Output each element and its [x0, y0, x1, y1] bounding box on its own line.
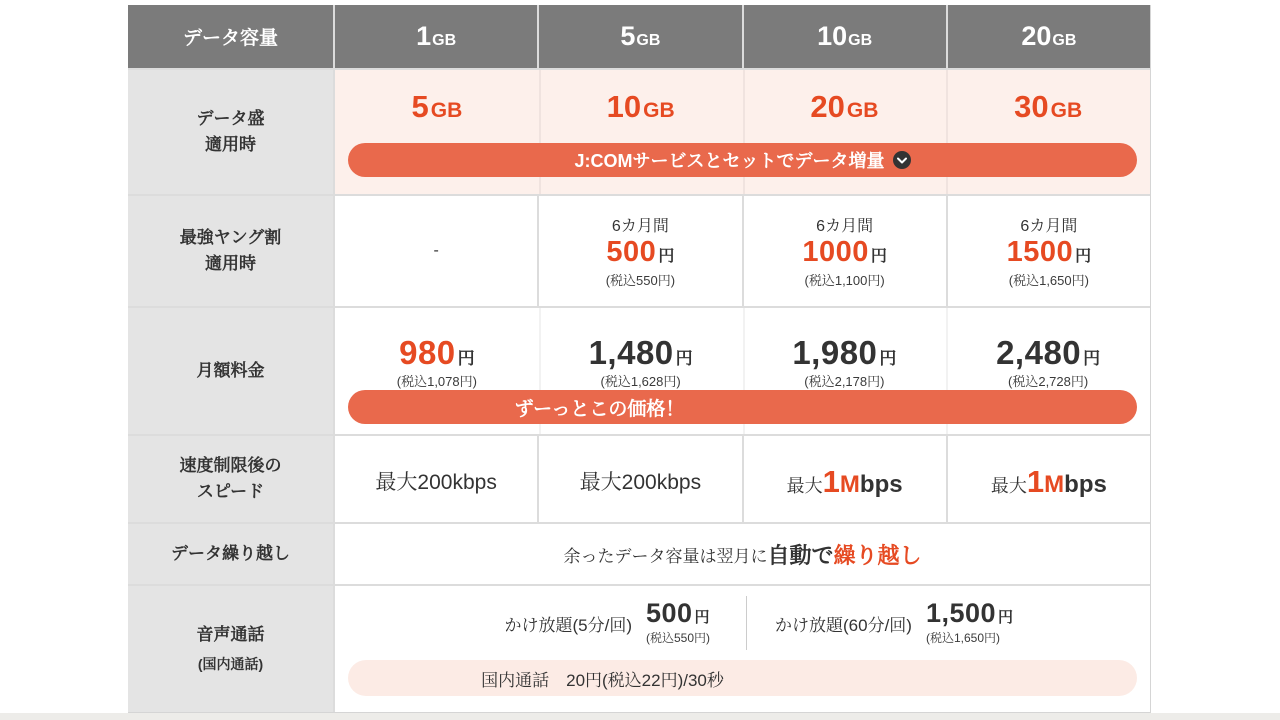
header-plan-10gb: [744, 5, 946, 68]
plan-size: 5: [620, 21, 636, 51]
label-line: スピード: [196, 482, 265, 501]
row-label-carryover: [128, 524, 333, 584]
boosted-unit: GB: [430, 98, 463, 122]
carryover-text-bold: 自動で: [767, 542, 834, 568]
call-price: 1,500: [925, 598, 997, 628]
speed-value: 最大200kbps: [579, 471, 702, 494]
row-label-data-boost: [128, 70, 333, 194]
yen-unit: 円: [1075, 248, 1092, 266]
speed-20gb: [948, 436, 1150, 522]
speed-1gb: [335, 436, 537, 522]
plan-unit: GB: [432, 32, 457, 49]
header-label: データ容量: [182, 28, 278, 49]
boosted-value: 5: [411, 88, 429, 124]
header-plan-20gb: [948, 5, 1150, 68]
discount-price: 1000: [802, 236, 869, 269]
call-option-name: かけ放題(60分/回): [775, 615, 912, 635]
boosted-capacity-1gb: [335, 70, 539, 143]
yen-unit: 円: [658, 248, 675, 266]
label-line: 最強ヤング割: [179, 227, 282, 247]
data-boost-cells: [335, 70, 1150, 194]
fee-price: 1,980: [792, 334, 878, 371]
data-boost-banner[interactable]: [348, 143, 1137, 177]
row-label-voice-call: [128, 586, 333, 712]
yen-unit: 円: [694, 609, 710, 626]
yen-unit: 円: [457, 349, 475, 368]
chevron-down-circle-icon[interactable]: [893, 151, 911, 169]
label-line: データ繰り越し: [171, 543, 290, 563]
boosted-capacity-20gb: [946, 70, 1150, 143]
discount-period: 6カ月間: [611, 218, 669, 236]
boosted-capacity-10gb: [743, 70, 947, 143]
young-discount-20gb: [948, 196, 1150, 306]
pricing-table: [128, 5, 1151, 713]
discount-period: 6カ月間: [1020, 218, 1078, 236]
boosted-value: 20: [810, 88, 845, 124]
monthly-fee-5gb: [539, 308, 743, 394]
discount-price: 500: [606, 236, 657, 269]
header-data-capacity: [128, 5, 333, 68]
plan-unit: GB: [636, 32, 661, 49]
yen-unit: 円: [675, 349, 693, 368]
young-discount-5gb: [539, 196, 741, 306]
carryover-text-accent: 繰り越し: [833, 542, 922, 568]
boosted-unit: GB: [1050, 98, 1083, 122]
monthly-fee-10gb: [743, 308, 947, 394]
tax-included: (税込550円): [605, 272, 676, 288]
speed-unit-bps: bps: [1064, 471, 1107, 498]
row-label-young-discount: [128, 196, 333, 306]
label-line: 音声通話: [196, 624, 265, 644]
speed-unit-m: M: [1044, 471, 1065, 498]
tax-included: (税込2,728円): [1008, 374, 1089, 389]
boosted-value: 30: [1014, 88, 1049, 124]
label-line: 月額料金: [196, 360, 265, 380]
tax-included: (税込1,650円): [925, 631, 1000, 645]
label-sub: (国内通話): [197, 656, 264, 673]
row-label-monthly-fee: [128, 308, 333, 434]
label-line: 適用時: [205, 135, 256, 154]
fee-price: 2,480: [996, 334, 1082, 371]
tax-included: (税込1,078円): [396, 374, 477, 389]
speed-5gb: [539, 436, 741, 522]
domestic-call-rate-pill: [348, 660, 1137, 696]
tax-included: (税込1,650円): [1008, 272, 1089, 288]
plan-size: 1: [416, 21, 432, 51]
plan-unit: GB: [1052, 32, 1077, 49]
speed-10gb: [744, 436, 946, 522]
pill-text: 国内通話 20円(税込22円)/30秒: [481, 670, 724, 690]
unlimited-call-60min: [747, 600, 1150, 646]
yen-unit: 円: [879, 349, 897, 368]
banner-text: ずーっとこの価格！: [514, 398, 685, 420]
tax-included: (税込1,628円): [600, 374, 681, 389]
yen-unit: 円: [870, 248, 887, 266]
young-discount-1gb: [335, 196, 537, 306]
discount-price: 1500: [1006, 236, 1074, 269]
plan-unit: GB: [848, 32, 873, 49]
tax-included: (税込2,178円): [804, 374, 885, 389]
speed-prefix: 最大: [990, 476, 1027, 496]
header-plan-5gb: [539, 5, 741, 68]
speed-prefix: 最大: [786, 476, 823, 496]
boosted-value: 10: [606, 88, 642, 124]
discount-period: 6カ月間: [816, 218, 874, 236]
speed-value: 1: [1026, 464, 1045, 499]
monthly-fee-cells: [335, 308, 1150, 434]
voice-call-cell: [335, 586, 1150, 712]
label-line: 速度制限後の: [179, 455, 282, 475]
carryover-cell: [335, 524, 1150, 584]
plan-size: 10: [817, 21, 848, 51]
unlimited-call-5min: [335, 600, 746, 646]
speed-value: 最大200kbps: [375, 471, 497, 494]
yen-unit: 円: [1083, 349, 1101, 368]
no-discount-dash: -: [433, 242, 439, 259]
banner-text: J:COMサービスとセットでデータ増量: [574, 151, 885, 171]
tax-included: (税込1,100円): [804, 272, 885, 288]
row-label-speed-limit: [128, 436, 333, 522]
plan-size: 20: [1021, 21, 1052, 51]
label-line: データ盛: [196, 108, 265, 128]
boosted-unit: GB: [846, 98, 879, 122]
header-plan-1gb: [335, 5, 537, 68]
speed-unit-bps: bps: [859, 471, 903, 498]
carryover-text: 余ったデータ容量は翌月に: [563, 546, 768, 566]
fee-price: 980: [399, 334, 456, 371]
boosted-unit: GB: [643, 98, 675, 122]
monthly-fee-1gb: [335, 308, 539, 394]
call-price: 500: [645, 598, 693, 628]
same-price-banner: [348, 390, 1137, 424]
yen-unit: 円: [998, 609, 1014, 626]
call-option-name: かけ放題(5分/回): [504, 615, 632, 635]
speed-value: 1: [822, 464, 840, 499]
boosted-capacity-5gb: [539, 70, 743, 143]
tax-included: (税込550円): [645, 631, 710, 645]
speed-unit-m: M: [839, 471, 860, 498]
monthly-fee-20gb: [946, 308, 1150, 394]
young-discount-10gb: [744, 196, 946, 306]
fee-price: 1,480: [588, 334, 674, 371]
page-bottom-strip: [0, 713, 1280, 720]
label-line: 適用時: [205, 254, 256, 273]
